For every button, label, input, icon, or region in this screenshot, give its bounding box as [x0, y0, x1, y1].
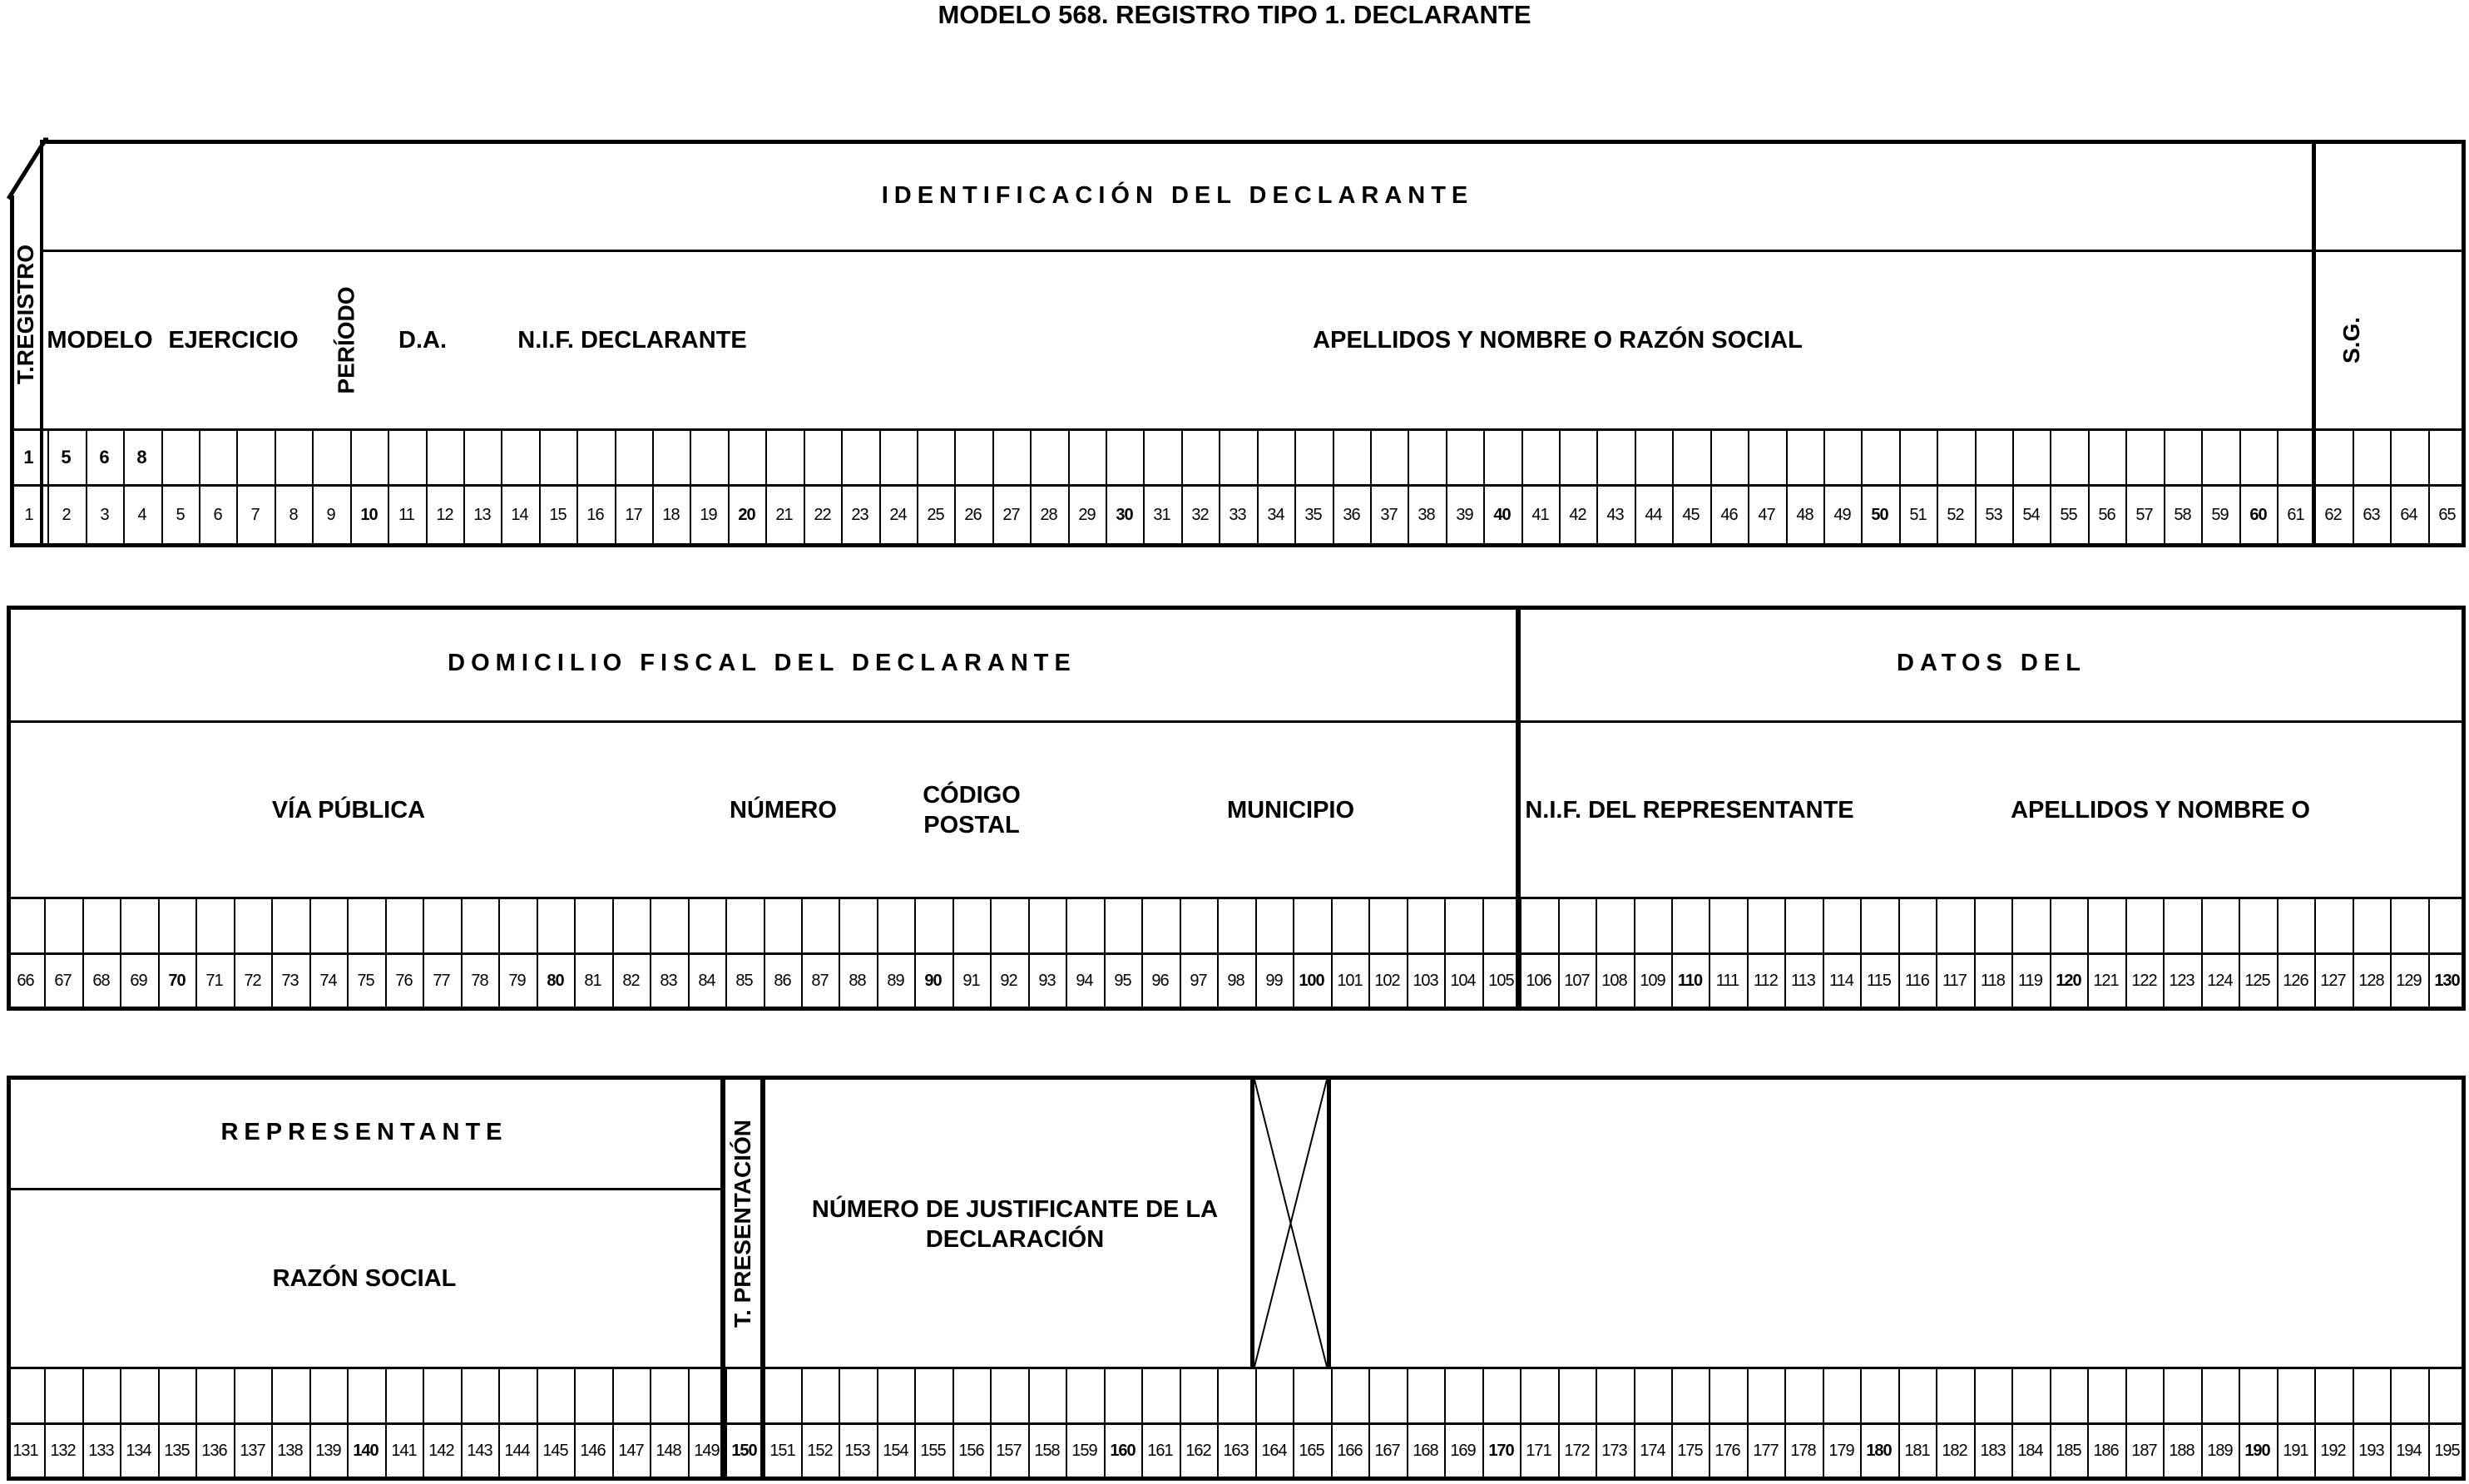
position-number: 113 — [1791, 971, 1815, 990]
position-number: 145 — [542, 1441, 568, 1460]
position-number: 118 — [1981, 971, 2005, 990]
apellidos-nombre-label: APELLIDOS Y NOMBRE O — [2011, 796, 2310, 824]
position-number: 18 — [662, 505, 680, 524]
position-number: 93 — [1038, 971, 1056, 990]
position-number: 139 — [315, 1441, 341, 1460]
position-number: 191 — [2283, 1441, 2308, 1460]
position-number: 167 — [1374, 1441, 1400, 1460]
modelo-label: MODELO — [47, 326, 153, 354]
position-number: 62 — [2324, 505, 2342, 524]
page-title: MODELO 568. REGISTRO TIPO 1. DECLARANTE — [938, 0, 1531, 29]
position-number: 103 — [1413, 971, 1438, 990]
position-number: 83 — [660, 971, 677, 990]
position-number: 136 — [201, 1441, 227, 1460]
position-number: 5 — [176, 505, 185, 524]
position-number: 97 — [1190, 971, 1207, 990]
position-number: 143 — [467, 1441, 492, 1460]
position-number: 115 — [1867, 971, 1891, 990]
nif-declarante-label: N.I.F. DECLARANTE — [517, 326, 747, 354]
numero-justificante-label: NÚMERO DE JUSTIFICANTE DE LA DECLARACIÓN — [811, 1195, 1219, 1253]
codigo-postal-label: CÓDIGO POSTAL — [923, 781, 1021, 838]
position-number: 148 — [656, 1441, 681, 1460]
position-number: 82 — [622, 971, 640, 990]
position-number: 29 — [1078, 505, 1096, 524]
position-number: 65 — [2438, 505, 2456, 524]
crossed-block-x-mark — [1254, 1080, 1327, 1367]
position-number: 21 — [775, 505, 793, 524]
position-number: 142 — [428, 1441, 454, 1460]
position-number: 170 — [1488, 1441, 1514, 1460]
tpresentacion-label: T. PRESENTACIÓN — [730, 1119, 756, 1328]
position-number: 48 — [1796, 505, 1813, 524]
position-number: 110 — [1677, 971, 1703, 990]
position-number: 182 — [1942, 1441, 1967, 1460]
position-number: 30 — [1116, 505, 1133, 524]
position-number: 164 — [1261, 1441, 1287, 1460]
position-number: 85 — [735, 971, 753, 990]
position-number: 79 — [508, 971, 526, 990]
position-number: 52 — [1947, 505, 1964, 524]
position-number: 132 — [50, 1441, 76, 1460]
position-number: 146 — [580, 1441, 606, 1460]
position-number: 125 — [2244, 971, 2270, 990]
position-number: 4 — [137, 505, 146, 524]
position-number: 187 — [2131, 1441, 2157, 1460]
position-number: 49 — [1833, 505, 1851, 524]
position-number: 77 — [433, 971, 450, 990]
position-number: 61 — [2287, 505, 2304, 524]
position-number: 50 — [1871, 505, 1888, 524]
position-number: 53 — [1985, 505, 2002, 524]
position-number: 179 — [1828, 1441, 1854, 1460]
position-number: 159 — [1071, 1441, 1097, 1460]
position-number: 32 — [1191, 505, 1209, 524]
position-number: 12 — [436, 505, 453, 524]
numero-label: NÚMERO — [730, 796, 837, 824]
position-number: 80 — [547, 971, 564, 990]
position-number: 44 — [1645, 505, 1662, 524]
position-number: 60 — [2249, 505, 2267, 524]
position-number: 58 — [2174, 505, 2191, 524]
position-number: 107 — [1564, 971, 1590, 990]
position-number: 90 — [924, 971, 942, 990]
position-number: 63 — [2363, 505, 2380, 524]
position-number: 24 — [889, 505, 907, 524]
position-number: 188 — [2169, 1441, 2194, 1460]
position-number: 70 — [168, 971, 186, 990]
position-number: 47 — [1758, 505, 1775, 524]
prefilled-value: 8 — [136, 447, 147, 467]
position-number: 25 — [927, 505, 944, 524]
position-number: 165 — [1299, 1441, 1324, 1460]
position-number: 34 — [1267, 505, 1284, 524]
position-number: 96 — [1151, 971, 1169, 990]
position-number: 161 — [1147, 1441, 1173, 1460]
position-number: 15 — [549, 505, 567, 524]
position-number: 51 — [1909, 505, 1927, 524]
position-number: 169 — [1450, 1441, 1476, 1460]
position-number: 37 — [1380, 505, 1398, 524]
position-number: 35 — [1304, 505, 1322, 524]
position-number: 101 — [1337, 971, 1363, 990]
position-number: 95 — [1114, 971, 1131, 990]
position-number: 158 — [1034, 1441, 1060, 1460]
position-number: 69 — [130, 971, 147, 990]
position-number: 39 — [1456, 505, 1473, 524]
position-number: 99 — [1265, 971, 1283, 990]
position-number: 109 — [1640, 971, 1665, 990]
position-number: 174 — [1640, 1441, 1665, 1460]
position-number: 194 — [2396, 1441, 2422, 1460]
position-number: 193 — [2358, 1441, 2384, 1460]
position-number: 156 — [958, 1441, 984, 1460]
position-number: 8 — [289, 505, 298, 524]
position-number: 138 — [277, 1441, 303, 1460]
razon-social-label: RAZÓN SOCIAL — [272, 1265, 457, 1292]
row1-field-line — [10, 428, 2466, 431]
position-number: 102 — [1374, 971, 1400, 990]
position-number: 166 — [1337, 1441, 1363, 1460]
position-number: 16 — [586, 505, 604, 524]
position-number: 171 — [1526, 1441, 1551, 1460]
position-number: 59 — [2211, 505, 2229, 524]
position-number: 13 — [473, 505, 491, 524]
position-number: 134 — [126, 1441, 151, 1460]
position-number: 67 — [54, 971, 72, 990]
position-number: 36 — [1343, 505, 1360, 524]
position-number: 140 — [353, 1441, 379, 1460]
position-number: 84 — [698, 971, 715, 990]
position-number: 56 — [2098, 505, 2115, 524]
position-number: 42 — [1569, 505, 1586, 524]
position-number: 153 — [844, 1441, 870, 1460]
position-number: 94 — [1076, 971, 1093, 990]
periodo-label: PERÍODO — [333, 285, 359, 394]
position-number: 19 — [700, 505, 717, 524]
position-number: 124 — [2207, 971, 2233, 990]
position-number: 45 — [1682, 505, 1700, 524]
position-number: 74 — [319, 971, 337, 990]
position-number: 177 — [1753, 1441, 1779, 1460]
position-number: 137 — [240, 1441, 265, 1460]
da-label: D.A. — [398, 326, 447, 354]
position-number: 195 — [2434, 1441, 2460, 1460]
position-number: 71 — [205, 971, 223, 990]
datos-del-header: DATOS DEL — [1897, 650, 2086, 676]
position-number: 154 — [883, 1441, 908, 1460]
position-number: 68 — [92, 971, 110, 990]
position-number: 112 — [1754, 971, 1778, 990]
position-number: 162 — [1185, 1441, 1211, 1460]
nif-representante-label: N.I.F. DEL REPRESENTANTE — [1525, 796, 1854, 824]
position-number: 9 — [326, 505, 335, 524]
position-number: 66 — [17, 971, 34, 990]
position-number: 131 — [12, 1441, 38, 1460]
position-number: 108 — [1601, 971, 1627, 990]
position-number: 175 — [1677, 1441, 1703, 1460]
position-number: 17 — [625, 505, 642, 524]
position-number: 23 — [851, 505, 868, 524]
position-number: 3 — [100, 505, 109, 524]
row2-field-line — [7, 897, 2466, 899]
position-number: 152 — [807, 1441, 833, 1460]
position-number: 40 — [1493, 505, 1511, 524]
position-number: 14 — [511, 505, 528, 524]
position-number: 92 — [1000, 971, 1017, 990]
position-number: 190 — [2244, 1441, 2270, 1460]
position-number: 172 — [1564, 1441, 1590, 1460]
position-number: 121 — [2093, 971, 2119, 990]
position-number: 72 — [244, 971, 261, 990]
sg-label: S.G. — [2338, 316, 2364, 364]
crossed-block-right — [1327, 1076, 1331, 1367]
representante-header: REPRESENTANTE — [220, 1118, 508, 1145]
position-number: 160 — [1110, 1441, 1136, 1460]
position-number: 33 — [1229, 505, 1246, 524]
apellidos-razon-social-label: APELLIDOS Y NOMBRE O RAZÓN SOCIAL — [1313, 326, 1803, 354]
position-number: 88 — [849, 971, 866, 990]
position-number: 157 — [996, 1441, 1022, 1460]
position-number: 133 — [88, 1441, 114, 1460]
position-number: 144 — [504, 1441, 530, 1460]
position-number: 178 — [1790, 1441, 1816, 1460]
row3-field-line — [7, 1367, 2466, 1369]
via-publica-label: VÍA PÚBLICA — [271, 796, 426, 824]
position-number: 105 — [1488, 971, 1514, 990]
position-number: 76 — [395, 971, 413, 990]
position-number: 86 — [774, 971, 791, 990]
position-number: 78 — [471, 971, 488, 990]
municipio-label: MUNICIPIO — [1226, 796, 1355, 824]
position-number: 100 — [1299, 971, 1324, 990]
position-number: 55 — [2060, 505, 2077, 524]
prefilled-value: 6 — [99, 447, 110, 467]
position-number: 155 — [920, 1441, 946, 1460]
position-number: 57 — [2135, 505, 2153, 524]
position-number: 11 — [398, 505, 414, 524]
position-number: 73 — [281, 971, 299, 990]
position-number: 122 — [2131, 971, 2157, 990]
position-number: 28 — [1040, 505, 1057, 524]
position-number: 7 — [250, 505, 260, 524]
position-number: 189 — [2207, 1441, 2233, 1460]
position-number: 2 — [62, 505, 71, 524]
position-number: 75 — [357, 971, 374, 990]
position-number: 185 — [2056, 1441, 2081, 1460]
position-number: 81 — [584, 971, 601, 990]
tregistro-label: T.REGISTRO — [12, 244, 39, 384]
position-number: 181 — [1904, 1441, 1930, 1460]
position-number: 114 — [1829, 971, 1853, 990]
position-number: 26 — [964, 505, 982, 524]
position-number: 46 — [1720, 505, 1738, 524]
position-number: 119 — [2018, 971, 2042, 990]
position-number: 173 — [1601, 1441, 1627, 1460]
position-number: 98 — [1227, 971, 1244, 990]
prefilled-value: 1 — [23, 447, 34, 467]
position-number: 127 — [2320, 971, 2346, 990]
position-number: 176 — [1714, 1441, 1740, 1460]
position-number: 117 — [1942, 971, 1967, 990]
position-number: 1 — [24, 505, 33, 524]
position-number: 192 — [2320, 1441, 2346, 1460]
position-number: 27 — [1002, 505, 1020, 524]
ejercicio-label: EJERCICIO — [168, 326, 299, 354]
position-number: 106 — [1526, 971, 1551, 990]
position-number: 43 — [1606, 505, 1624, 524]
position-number: 111 — [1715, 971, 1739, 990]
position-number: 126 — [2283, 971, 2308, 990]
position-number: 129 — [2396, 971, 2422, 990]
position-number: 150 — [731, 1441, 757, 1460]
position-number: 151 — [769, 1441, 795, 1460]
position-number: 123 — [2169, 971, 2194, 990]
position-number: 6 — [213, 505, 222, 524]
position-number: 20 — [738, 505, 755, 524]
position-number: 183 — [1980, 1441, 2006, 1460]
position-number: 87 — [811, 971, 829, 990]
prefilled-value: 5 — [61, 447, 72, 467]
identificacion-header: IDENTIFICACIÓN DEL DECLARANTE — [881, 182, 1474, 209]
position-number: 64 — [2400, 505, 2417, 524]
position-number: 10 — [360, 505, 378, 524]
position-number: 128 — [2358, 971, 2384, 990]
position-number: 141 — [391, 1441, 417, 1460]
position-number: 163 — [1223, 1441, 1249, 1460]
position-number: 186 — [2093, 1441, 2119, 1460]
position-number: 149 — [694, 1441, 720, 1460]
position-number: 89 — [887, 971, 904, 990]
position-number: 91 — [962, 971, 980, 990]
position-number: 104 — [1450, 971, 1476, 990]
position-number: 22 — [814, 505, 831, 524]
position-number: 168 — [1413, 1441, 1438, 1460]
position-number: 120 — [2056, 971, 2081, 990]
position-number: 180 — [1866, 1441, 1892, 1460]
position-number: 147 — [618, 1441, 644, 1460]
position-number: 135 — [164, 1441, 190, 1460]
position-number: 31 — [1153, 505, 1170, 524]
position-number: 130 — [2434, 971, 2460, 990]
position-number: 184 — [2017, 1441, 2043, 1460]
position-number: 54 — [2022, 505, 2040, 524]
position-number: 41 — [1531, 505, 1549, 524]
position-number: 38 — [1418, 505, 1435, 524]
domicilio-header: DOMICILIO FISCAL DEL DECLARANTE — [448, 650, 1076, 676]
position-number: 116 — [1905, 971, 1929, 990]
